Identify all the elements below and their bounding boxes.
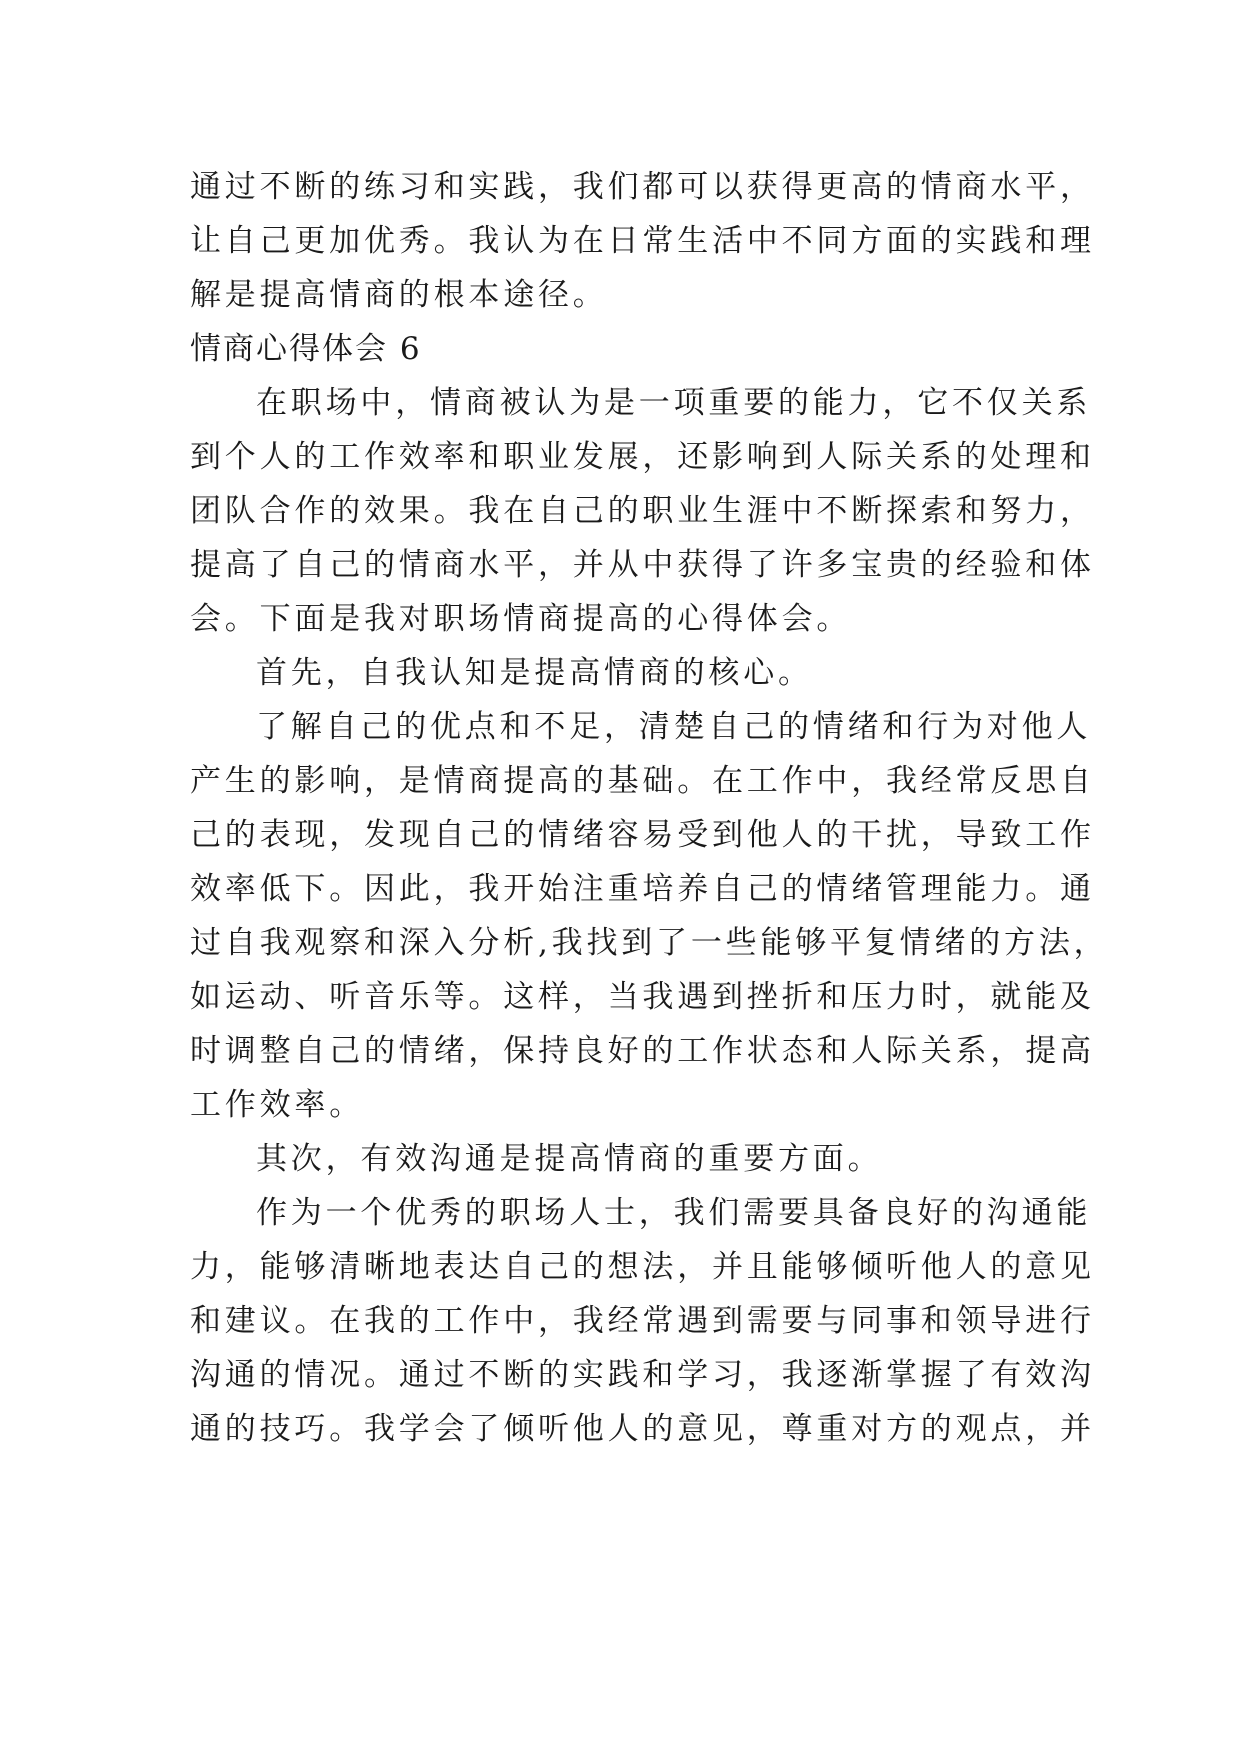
paragraph-line: 如运动、听音乐等。这样，当我遇到挫折和压力时，就能及 bbox=[190, 979, 1095, 1015]
paragraph-line: 过自我观察和深入分析,我找到了一些能够平复情绪的方法， bbox=[190, 925, 1109, 961]
paragraph-line: 团队合作的效果。我在自己的职业生涯中不断探索和努力， bbox=[190, 493, 1095, 529]
paragraph-line: 提高了自己的情商水平，并从中获得了许多宝贵的经验和体 bbox=[190, 547, 1095, 583]
paragraph-line: 了解自己的优点和不足，清楚自己的情绪和行为对他人 bbox=[256, 709, 1092, 745]
paragraph-line: 其次，有效沟通是提高情商的重要方面。 bbox=[256, 1141, 883, 1177]
paragraph-line: 沟通的情况。通过不断的实践和学习，我逐渐掌握了有效沟 bbox=[190, 1357, 1095, 1393]
paragraph-line: 力，能够清晰地表达自己的想法，并且能够倾听他人的意见 bbox=[190, 1249, 1095, 1285]
paragraph-line: 在职场中，情商被认为是一项重要的能力，它不仅关系 bbox=[256, 385, 1092, 421]
paragraph-line: 通的技巧。我学会了倾听他人的意见，尊重对方的观点，并 bbox=[190, 1411, 1095, 1447]
section-heading: 情商心得体会 6 bbox=[190, 331, 422, 367]
paragraph-line: 己的表现，发现自己的情绪容易受到他人的干扰，导致工作 bbox=[190, 817, 1095, 853]
paragraph-line: 作为一个优秀的职场人士，我们需要具备良好的沟通能 bbox=[256, 1195, 1092, 1231]
paragraph-line: 和建议。在我的工作中，我经常遇到需要与同事和领导进行 bbox=[190, 1303, 1095, 1339]
paragraph-line: 时调整自己的情绪，保持良好的工作状态和人际关系，提高 bbox=[190, 1033, 1095, 1069]
paragraph-line: 通过不断的练习和实践，我们都可以获得更高的情商水平， bbox=[190, 169, 1095, 205]
paragraph-line: 效率低下。因此，我开始注重培养自己的情绪管理能力。通 bbox=[190, 871, 1095, 907]
paragraph-line: 首先，自我认知是提高情商的核心。 bbox=[256, 655, 813, 691]
paragraph-line: 让自己更加优秀。我认为在日常生活中不同方面的实践和理 bbox=[190, 223, 1095, 259]
paragraph-line: 解是提高情商的根本途径。 bbox=[190, 277, 608, 313]
paragraph-line: 会。下面是我对职场情商提高的心得体会。 bbox=[190, 601, 852, 637]
paragraph-line: 工作效率。 bbox=[190, 1087, 364, 1123]
document-body bbox=[190, 160, 1109, 1456]
paragraph-line: 产生的影响，是情商提高的基础。在工作中，我经常反思自 bbox=[190, 763, 1095, 799]
paragraph-line: 到个人的工作效率和职业发展，还影响到人际关系的处理和 bbox=[190, 439, 1095, 475]
